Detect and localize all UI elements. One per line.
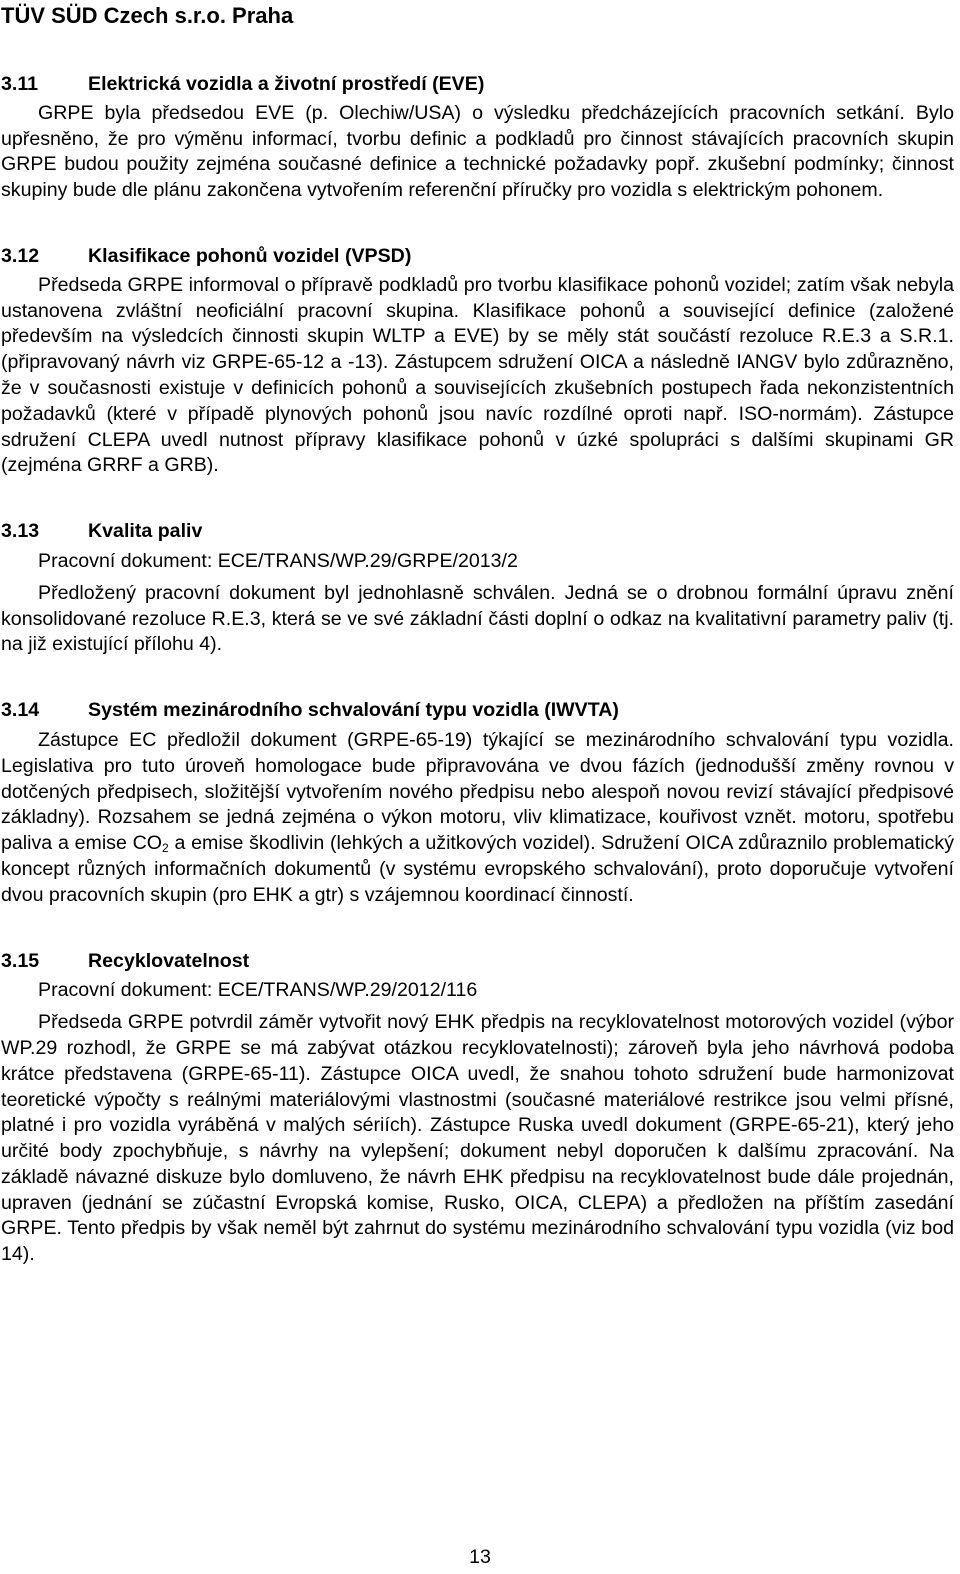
paragraph-text: a emise škodlivin (lehkých a užitkových vozidel). Sdružení OICA zdůraznilo problematický koncept různých informačních dokumentů (v systému evropského schvalování), proto doporučuje vytvoření dvou pracovních skupin (pro EHK a gtr) s vzájemnou koordinací činností. — [1, 832, 954, 906]
working-document-reference: Pracovní dokument: ECE/TRANS/WP.29/GRPE/2013/2 — [38, 549, 518, 572]
section-number: 3.11 — [1, 73, 39, 95]
section-title: Klasifikace pohonů vozidel (VPSD) — [88, 244, 412, 267]
section-3-13 — [1, 519, 954, 658]
section-paragraph: Předseda GRPE informoval o přípravě podkladů pro tvorbu klasifikace pohonů vozidel; zatím však nebyla ustanovena zvláštní neoficiální pracovní skupina. Klasifikace pohonů a související definice (založené především na výsledcích činnosti skupin WLTP a EVE) by se měly stát součástí rezoluce R.E.3 a S.R.1. (připravovaný návrh viz GRPE-65-12 a -13). Zástupcem sdružení OICA a následně IANGV bylo zdůrazněno, že v současnosti existuje v definicích pohonů a souvisejících zkušebních postupech řada nekonzistentních požadavků (které v případě plynových pohonů jsou navíc rozdílné oproti např. ISO-normám). Zástupce sdružení CLEPA uvedl nutnost přípravy klasifikace pohonů v úzké spolupráci s dalšími skupinami GR (zejména GRRF a GRB). — [1, 273, 954, 477]
section-heading — [1, 72, 954, 98]
section-number: 3.13 — [1, 520, 40, 543]
section-3-15 — [1, 949, 954, 1269]
section-heading — [1, 698, 954, 724]
document-header: TÜV SÜD Czech s.r.o. Praha — [1, 3, 294, 28]
section-3-12 — [1, 244, 954, 479]
section-title: Recyklovatelnost — [88, 949, 250, 972]
section-number: 3.15 — [1, 949, 40, 972]
section-paragraph: Předložený pracovní dokument byl jednohlasně schválen. Jedná se o drobnou formální úpravu znění konsolidované rezoluce R.E.3, která se ve své základní části doplní o odkaz na kvalitativní parametry paliv (tj. na již existující přílohu 4). — [1, 581, 954, 656]
section-title: Kvalita paliv — [88, 520, 203, 543]
section-3-11 — [1, 72, 954, 204]
section-number: 3.12 — [1, 244, 40, 267]
subscript-text: 2 — [162, 841, 169, 856]
section-paragraph: GRPE byla předsedou EVE (p. Olechiw/USA) o výsledku předcházejících pracovních setkání. Bylo upřesněno, že pro výměnu informací, tvorbu definic a podkladů pro činnost stávajících pracovních skupin GRPE budou použity zejména současné definice a technické požadavky popř. zkušební podmínky; činnost skupiny bude dle plánu zakončena vytvořením referenční příručky pro vozidla s elektrickým pohonem. — [1, 101, 954, 202]
section-heading — [1, 519, 954, 545]
section-title: Elektrická vozidla a životní prostředí (EVE) — [88, 73, 485, 95]
document-body — [1, 72, 954, 1268]
paragraph-text: Zástupce EC předložil dokument (GRPE-65-19) týkající se mezinárodního schvalování typu vozidla. Legislativa pro tuto úroveň homologace bude připravována ve dvou fázích (jednodušší změny rovnou v dotčených předpisech, složitější vytvořením nového předpisu nebo alespoň novou revizí stávající předpisové základny). Rozsahem se jedná zejména o výkon motoru, vliv klimatizace, kouřivost vznět. motoru, spotřebu paliva a emise CO — [1, 728, 954, 855]
working-document-reference: Pracovní dokument: ECE/TRANS/WP.29/2012/116 — [38, 979, 478, 1002]
section-heading — [1, 949, 954, 975]
section-3-14 — [1, 698, 954, 908]
section-number: 3.14 — [1, 699, 40, 722]
section-paragraph: Předseda GRPE potvrdil záměr vytvořit nový EHK předpis na recyklovatelnost motorových vozidel (výbor WP.29 rozhodl, že GRPE se má zabývat otázkou recyklovatelnosti); zároveň byla jeho návrhová podoba krátce představena (GRPE-65-11). Zástupce OICA uvedl, že snahou tohoto sdružení bude harmonizovat teoretické výpočty s reálnými materiálovými vlastnostmi (současné materiálové restrikce jsou velmi přísné, platné i pro vozidla vyráběná v malých sériích). Zástupce Ruska uvedl dokument (GRPE-65-21), který jeho určité body zpochybňuje, s návrhy na vylepšení; dokument nebyl doporučen k dalšímu zpracování. Na základě návazné diskuze bylo domluveno, že návrh EHK předpisu na recyklovatelnost bude dále projednán, upraven (jednání se zúčastní Evropská komise, Rusko, OICA, CLEPA) a předložen na příštím zasedání GRPE. Tento předpis by však neměl být zahrnut do systému mezinárodního schvalování typu vozidla (viz bod 14). — [1, 1011, 954, 1266]
page-number: 13 — [469, 1546, 491, 1568]
section-paragraph — [1, 728, 954, 909]
section-title: Systém mezinárodního schvalování typu vozidla (IWVTA) — [88, 699, 619, 722]
section-heading — [1, 244, 954, 270]
